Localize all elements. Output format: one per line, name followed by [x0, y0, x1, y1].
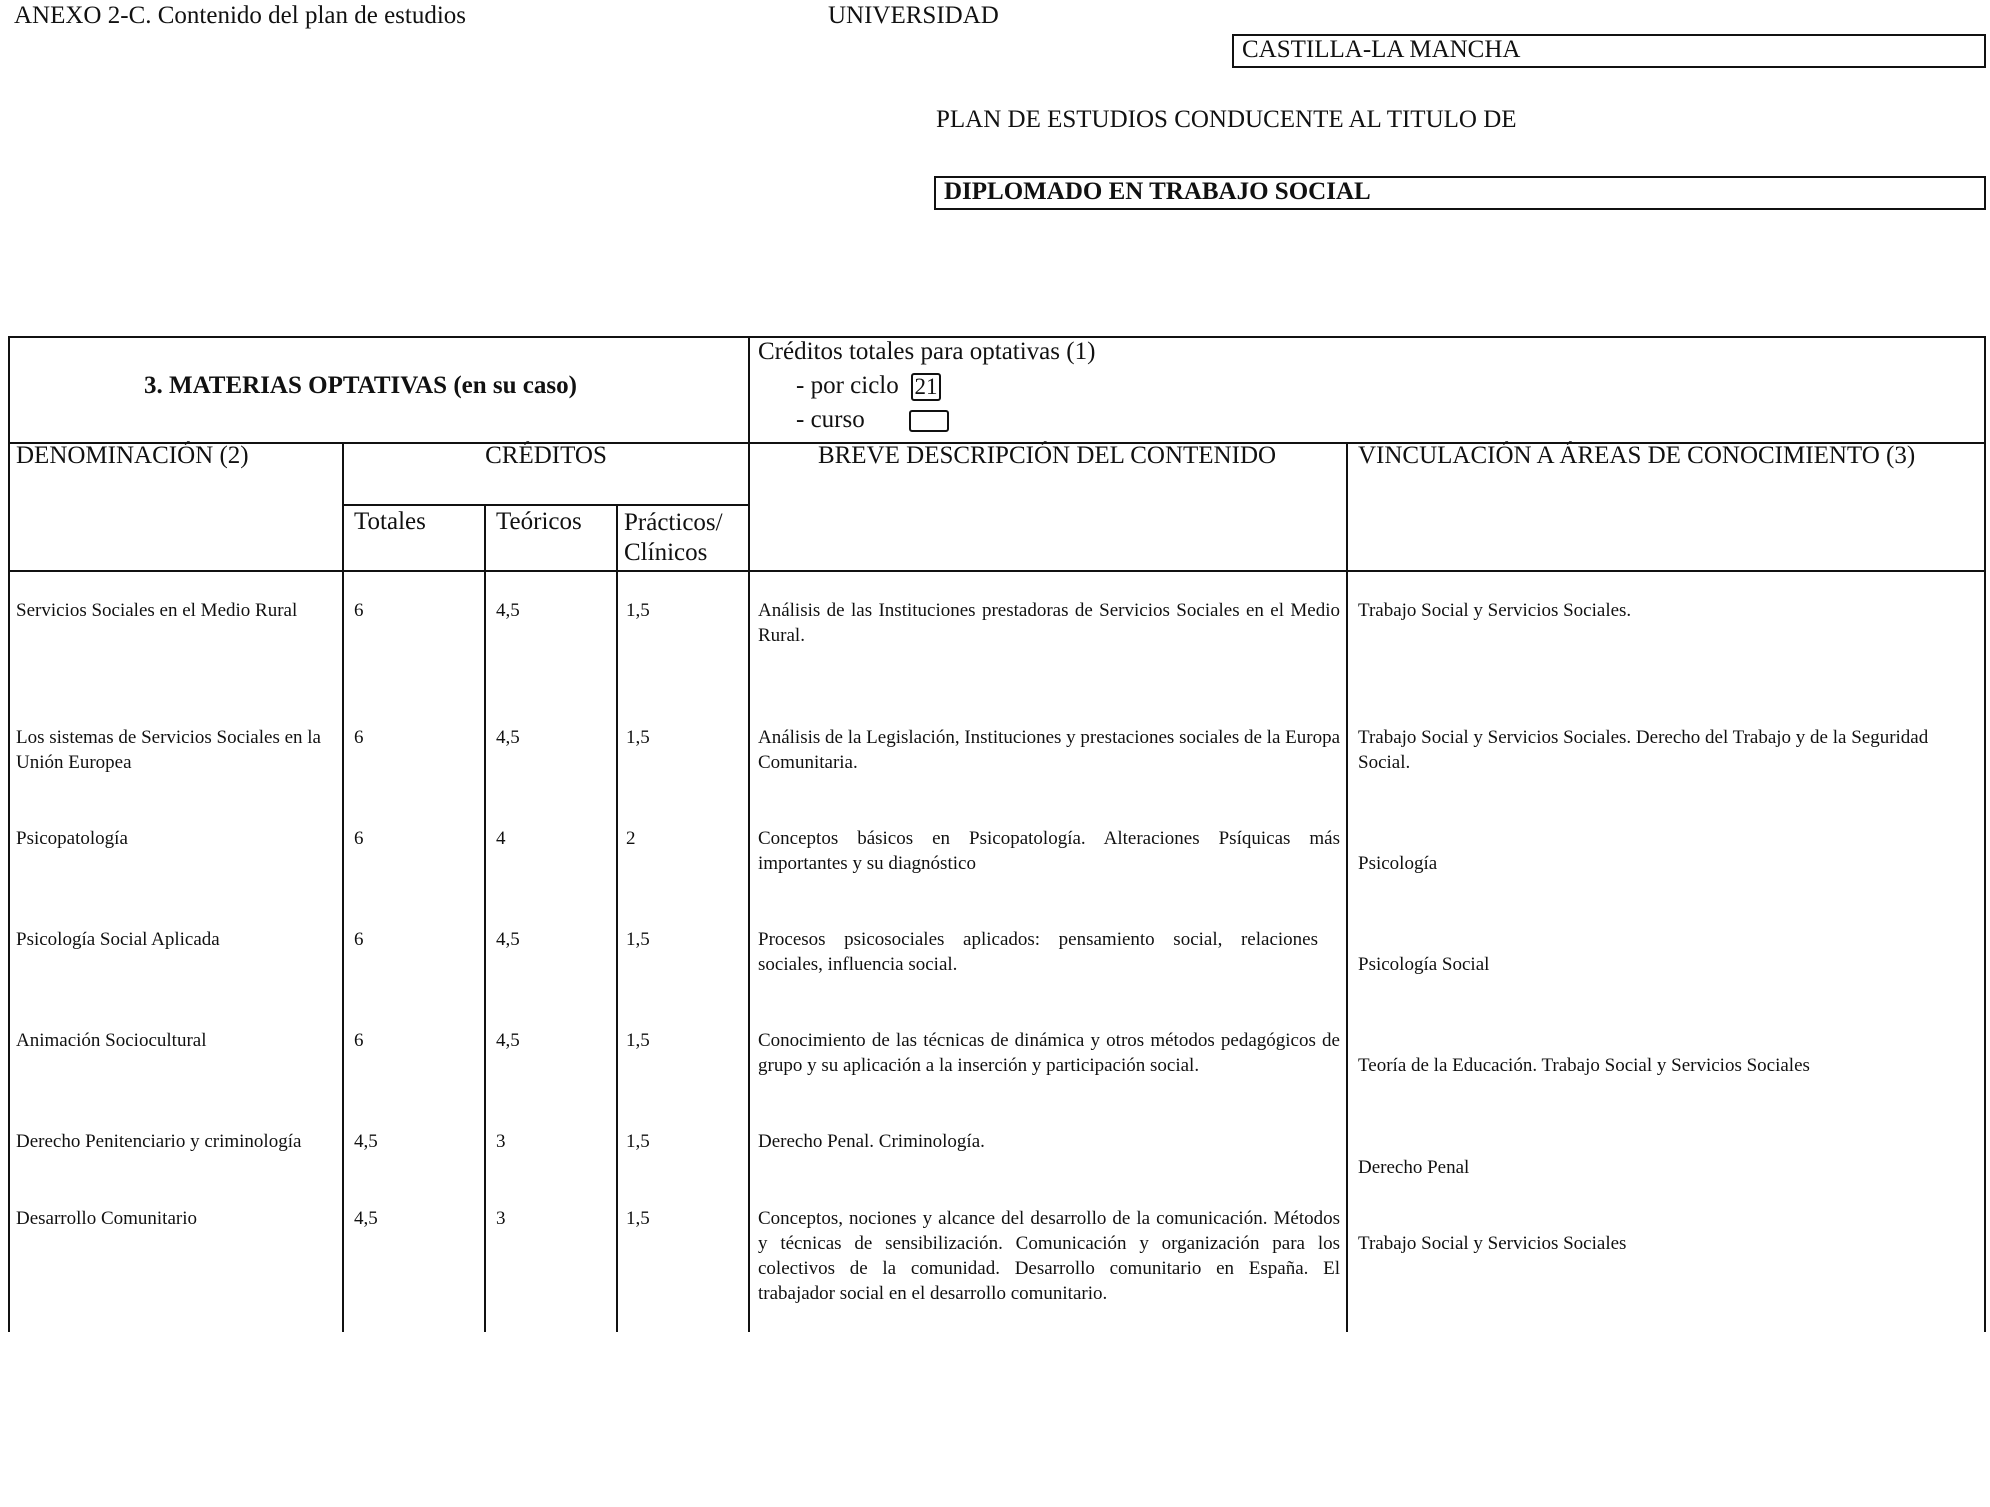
row-3-teoricos: 4	[496, 828, 506, 849]
curso-value	[909, 410, 949, 432]
row-1-teoricos: 4,5	[496, 600, 520, 621]
header-descripcion: BREVE DESCRIPCIÓN DEL CONTENIDO	[817, 442, 1277, 469]
row-4-areas: Psicología Social	[1358, 954, 1490, 975]
header-practicos: Prácticos/	[624, 509, 723, 536]
row-5-areas: Teoría de la Educación. Trabajo Social y Servicios Sociales	[1358, 1055, 1810, 1076]
row-2-name: Los sistemas de Servicios Sociales en la Unión Europea	[16, 727, 321, 773]
por-ciclo-value: 21	[911, 373, 941, 401]
row-4-totales: 6	[354, 929, 364, 950]
grid-line	[616, 504, 618, 1332]
curso-row	[796, 406, 949, 434]
row-5-name: Animación Sociocultural	[16, 1030, 207, 1051]
por-ciclo-row	[796, 372, 941, 401]
row-1-practicos: 1,5	[626, 600, 650, 621]
row-3-description: Conceptos básicos en Psicopatología. Alteraciones Psíquicas más importantes y su diagnóstico	[758, 828, 1340, 874]
grid-line	[10, 570, 1984, 572]
por-ciclo-label: - por ciclo	[796, 372, 899, 399]
row-7-areas: Trabajo Social y Servicios Sociales	[1358, 1233, 1627, 1254]
university-label: UNIVERSIDAD	[828, 2, 999, 29]
row-2-practicos: 1,5	[626, 727, 650, 748]
university-name-box	[1232, 34, 1986, 68]
grid-line	[344, 504, 750, 506]
row-7-teoricos: 3	[496, 1208, 506, 1229]
row-1-areas: Trabajo Social y Servicios Sociales.	[1358, 600, 1632, 621]
header-clinicos: Clínicos	[624, 539, 708, 566]
header-teoricos: Teóricos	[496, 508, 582, 535]
row-3-name: Psicopatología	[16, 828, 128, 849]
row-6-name: Derecho Penitenciario y criminología	[16, 1131, 302, 1152]
row-6-areas: Derecho Penal	[1358, 1157, 1470, 1178]
row-7-name: Desarrollo Comunitario	[16, 1208, 197, 1229]
row-6-practicos: 1,5	[626, 1131, 650, 1152]
annex-title: ANEXO 2-C. Contenido del plan de estudios	[14, 2, 467, 29]
row-7-totales: 4,5	[354, 1208, 378, 1229]
row-7-practicos: 1,5	[626, 1208, 650, 1229]
header-denominacion: DENOMINACIÓN (2)	[16, 442, 249, 469]
grid-line	[342, 442, 344, 1332]
row-3-areas: Psicología	[1358, 853, 1438, 874]
header-practicos-clinicos	[624, 508, 723, 568]
section-title: 3. MATERIAS OPTATIVAS (en su caso)	[144, 372, 577, 399]
header-vinculacion: VINCULACIÓN A ÁREAS DE CONOCIMIENTO (3)	[1358, 442, 1916, 469]
row-2-teoricos: 4,5	[496, 727, 520, 748]
row-1-name: Servicios Sociales en el Medio Rural	[16, 600, 298, 621]
row-1-totales: 6	[354, 600, 364, 621]
row-4-description: Procesos psicosociales aplicados: pensamiento social, relaciones sociales, influencia social.	[758, 929, 1318, 975]
header-creditos: CRÉDITOS	[485, 442, 607, 469]
row-5-description: Conocimiento de las técnicas de dinámica y otros métodos pedagógicos de grupo y su aplicación a la inserción y participación social.	[758, 1030, 1340, 1076]
row-1-description: Análisis de las Instituciones prestadoras de Servicios Sociales en el Medio Rural.	[758, 600, 1340, 646]
row-2-areas: Trabajo Social y Servicios Sociales. Derecho del Trabajo y de la Seguridad Social.	[1358, 727, 1929, 773]
row-5-totales: 6	[354, 1030, 364, 1051]
grid-line	[748, 338, 750, 1332]
row-7-description: Conceptos, nociones y alcance del desarrollo de la comunicación. Métodos y técnicas de sensibilización. Comunicación y organización para los colectivos de la comunidad. Desarrollo comunitario en España. El trabajador social en el desarrollo comunitario.	[758, 1208, 1340, 1304]
grid-line	[1346, 442, 1348, 1332]
row-2-description: Análisis de la Legislación, Instituciones y prestaciones sociales de la Europa Comunitaria.	[758, 727, 1340, 773]
row-6-totales: 4,5	[354, 1131, 378, 1152]
plan-label: PLAN DE ESTUDIOS CONDUCENTE AL TITULO DE	[936, 106, 1517, 133]
grid-line	[484, 504, 486, 1332]
row-6-teoricos: 3	[496, 1131, 506, 1152]
row-5-practicos: 1,5	[626, 1030, 650, 1051]
header-totales: Totales	[354, 508, 426, 535]
credits-total-label: Créditos totales para optativas (1)	[758, 338, 1096, 365]
row-4-name: Psicología Social Aplicada	[16, 929, 220, 950]
university-name: CASTILLA-LA MANCHA	[1242, 36, 1521, 63]
degree-title: DIPLOMADO EN TRABAJO SOCIAL	[944, 178, 1371, 205]
row-2-totales: 6	[354, 727, 364, 748]
curso-label: - curso	[796, 406, 865, 433]
row-4-practicos: 1,5	[626, 929, 650, 950]
degree-box	[934, 176, 1986, 210]
row-4-teoricos: 4,5	[496, 929, 520, 950]
row-6-description: Derecho Penal. Criminología.	[758, 1131, 985, 1152]
row-3-totales: 6	[354, 828, 364, 849]
row-5-teoricos: 4,5	[496, 1030, 520, 1051]
optional-subjects-table	[8, 336, 1986, 1332]
row-3-practicos: 2	[626, 828, 636, 849]
